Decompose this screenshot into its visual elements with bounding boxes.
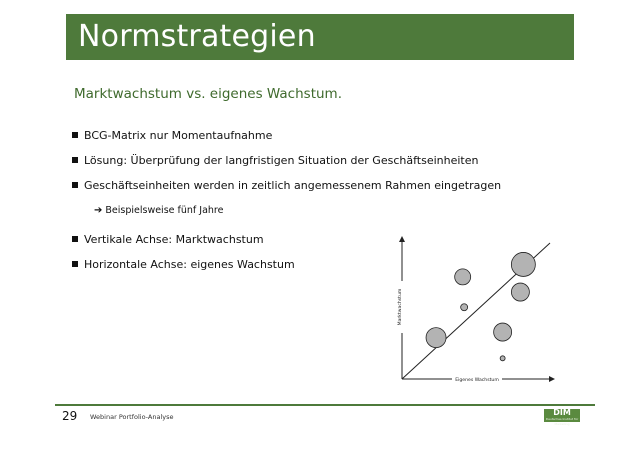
slide-title: Normstrategien <box>78 19 316 54</box>
page-number: 29 <box>62 409 78 423</box>
growth-matrix-diagram <box>388 233 564 399</box>
bullet-item <box>72 233 264 246</box>
logo-text: DIM <box>553 408 571 417</box>
dim-logo <box>544 408 580 426</box>
x-axis-label: Eigenes Wachstum <box>455 378 499 383</box>
business-unit-circle-unit-4 <box>461 304 468 311</box>
sub-bullet-item <box>94 205 223 216</box>
bullet-square-icon <box>72 261 78 267</box>
bullet-square-icon <box>72 157 78 163</box>
bullet-item <box>72 154 478 167</box>
logo-tagline: Deutsches Institut für Marketing <box>545 417 579 426</box>
y-axis-label: Marktwachstum <box>398 288 403 326</box>
bullet-square-icon <box>72 182 78 188</box>
bullet-item <box>72 179 501 192</box>
bullet-square-icon <box>72 132 78 138</box>
business-unit-circle-unit-6 <box>494 323 512 341</box>
sub-bullet-text: Beispielsweise fünf Jahre <box>105 205 224 216</box>
arrow-right-icon: ➔ <box>94 205 103 216</box>
bullet-text: Lösung: Überprüfung der langfristigen Situation der Geschäftseinheiten <box>84 154 479 167</box>
footer-text: Webinar Portfolio-Analyse <box>90 413 174 421</box>
business-unit-circle-unit-2 <box>511 252 535 276</box>
bullet-item <box>72 258 295 271</box>
footer-divider <box>55 404 595 406</box>
bullet-text: Vertikale Achse: Marktwachstum <box>84 233 264 246</box>
bullet-text: Geschäftseinheiten werden in zeitlich angemessenem Rahmen eingetragen <box>84 179 502 192</box>
bullet-text: Horizontale Achse: eigenes Wachstum <box>84 258 295 271</box>
bullet-text: BCG-Matrix nur Momentaufnahme <box>84 129 273 142</box>
business-unit-circle-unit-5 <box>426 328 446 348</box>
business-unit-circle-unit-1 <box>455 269 471 285</box>
business-unit-circle-unit-3 <box>511 283 529 301</box>
bullet-square-icon <box>72 236 78 242</box>
business-unit-circle-unit-7 <box>500 356 505 361</box>
bullet-item <box>72 129 272 142</box>
slide-subtitle: Marktwachstum vs. eigenes Wachstum. <box>74 86 342 102</box>
